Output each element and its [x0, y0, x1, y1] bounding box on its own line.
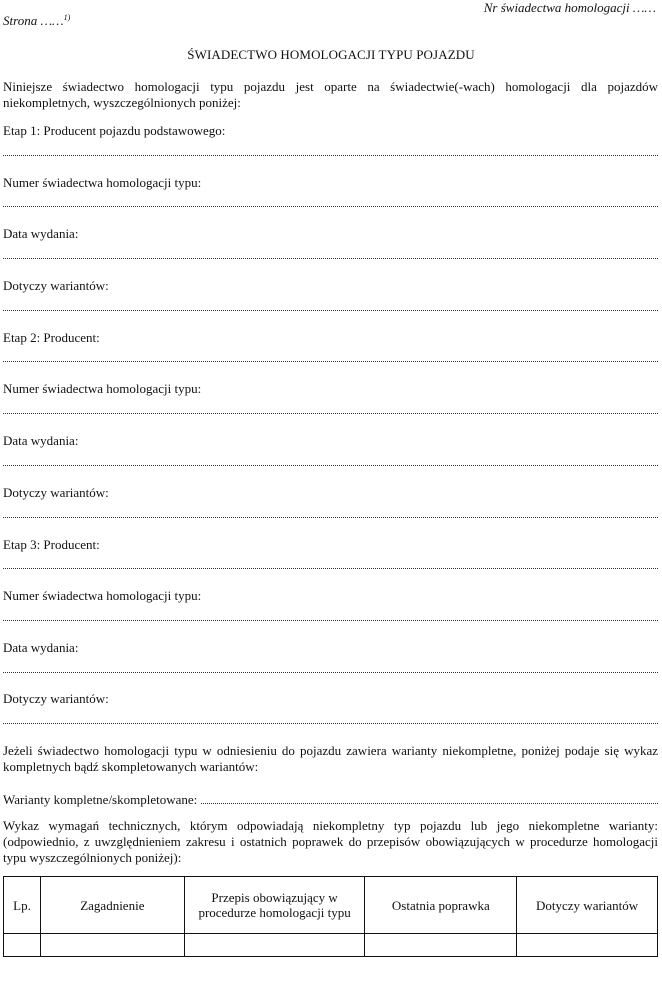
document-title: ŚWIADECTWO HOMOLOGACJI TYPU POJAZDU: [187, 47, 475, 62]
table-cell[interactable]: [4, 934, 41, 957]
incomplete-variants-paragraph: Jeżeli świadectwo homologacji typu w odniesieniu do pojazdu zawiera warianty niekompletne, poniżej podaje się wykaz kompletnych bądź skompletowanych wariantów:: [3, 743, 658, 774]
stage-2-variants-line[interactable]: [3, 517, 658, 518]
page-label-text: Strona ……: [3, 13, 64, 28]
complete-variants-line[interactable]: [201, 793, 658, 804]
table-header-row: [4, 877, 658, 934]
stage-2-heading-line[interactable]: [3, 361, 658, 362]
stage-2-issue-date-line[interactable]: [3, 465, 658, 466]
stage-3-variants-line[interactable]: [3, 723, 658, 724]
stage-3-heading-line[interactable]: [3, 568, 658, 569]
stage-3-issue-date-line[interactable]: [3, 672, 658, 673]
complete-variants-row: [3, 792, 658, 808]
stage-2-heading: Etap 2: Producent:: [3, 330, 100, 345]
table-row: [4, 934, 658, 957]
stage-1-variants-line[interactable]: [3, 310, 658, 311]
column-header-regulation: Przepis obowiązujący w procedurze homologacji typu: [184, 877, 365, 934]
stage-2-variants-label: Dotyczy wariantów:: [3, 485, 109, 500]
stage-2-issue-date-label: Data wydania:: [3, 433, 79, 448]
table-cell[interactable]: [184, 934, 365, 957]
table-cell[interactable]: [40, 934, 184, 957]
stage-1-issue-date-label: Data wydania:: [3, 226, 79, 241]
stage-3-heading: Etap 3: Producent:: [3, 537, 100, 552]
page-label: [3, 13, 70, 29]
stage-3-issue-date-label: Data wydania:: [3, 640, 79, 655]
column-header-subject: Zagadnienie: [40, 877, 184, 934]
table-cell[interactable]: [517, 934, 658, 957]
table-cell[interactable]: [365, 934, 517, 957]
requirements-paragraph: Wykaz wymagań technicznych, którym odpowiadają niekompletny typ pojazdu lub jego niekompletne warianty: (odpowiednio, z uwzględnieniem zakresu i ostatnich poprawek do przepisów obowiązujących w procedurze homologacji typu wyszczególnionych poniżej):: [3, 818, 658, 865]
stage-1-variants-label: Dotyczy wariantów:: [3, 278, 109, 293]
page-footnote-marker: 1): [63, 13, 71, 22]
complete-variants-label: Warianty kompletne/skompletowane:: [3, 792, 198, 807]
column-header-number: Lp.: [4, 877, 41, 934]
stage-3-variants-label: Dotyczy wariantów:: [3, 691, 109, 706]
stage-1-heading-line[interactable]: [3, 155, 658, 156]
stage-1-cert-number-label: Numer świadectwa homologacji typu:: [3, 175, 202, 190]
stage-2-cert-number-label: Numer świadectwa homologacji typu:: [3, 381, 202, 396]
column-header-variants: Dotyczy wariantów: [517, 877, 658, 934]
stage-1-issue-date-line[interactable]: [3, 258, 658, 259]
column-header-last-amendment: Ostatnia poprawka: [365, 877, 517, 934]
requirements-table: [3, 876, 658, 957]
stage-3-cert-number-line[interactable]: [3, 620, 658, 621]
intro-paragraph: Niniejsze świadectwo homologacji typu pojazdu jest oparte na świadectwie(-wach) homologacji dla pojazdów niekompletnych, wyszczególnionych poniżej:: [3, 79, 658, 110]
stage-1-heading: Etap 1: Producent pojazdu podstawowego:: [3, 123, 226, 138]
stage-1-cert-number-line[interactable]: [3, 206, 658, 207]
certificate-number-label: Nr świadectwa homologacji ……: [483, 0, 656, 15]
stage-3-cert-number-label: Numer świadectwa homologacji typu:: [3, 588, 202, 603]
stage-2-cert-number-line[interactable]: [3, 413, 658, 414]
